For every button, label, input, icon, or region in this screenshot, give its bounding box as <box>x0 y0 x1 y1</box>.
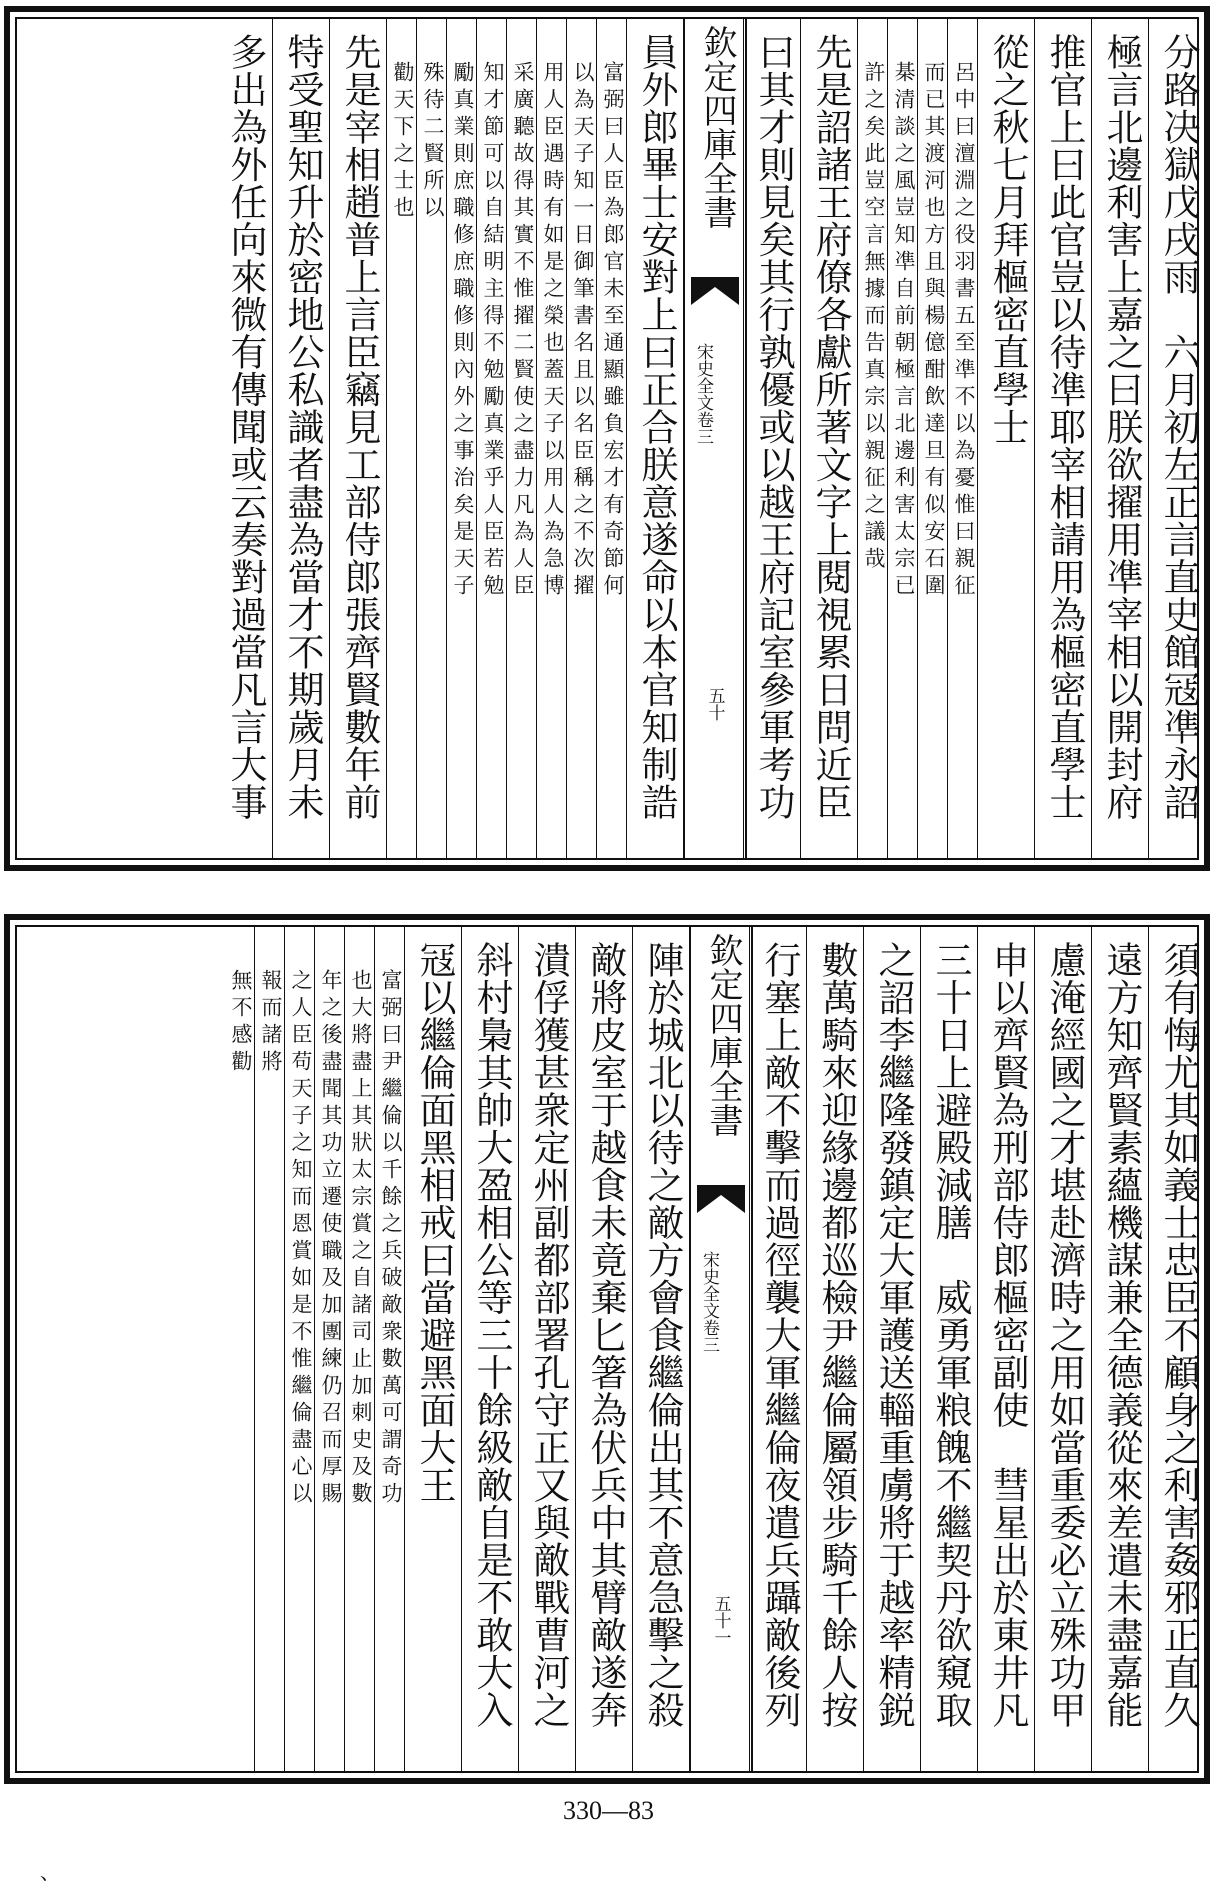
annotation-column: 棊清談之風豈知凖自前朝極言北邊利害太宗已 <box>892 61 916 601</box>
bottom-page-panel <box>4 914 1210 1784</box>
column-rule <box>1091 19 1092 858</box>
column-rule <box>596 19 597 858</box>
column-rule <box>272 19 273 858</box>
annotation-column: 殊待二賢所以 <box>421 61 445 223</box>
text-column: 曰其才則見矣其行孰優或以越王府記室參軍考功 <box>752 33 795 821</box>
column-rule <box>404 927 405 1771</box>
column-rule <box>1148 19 1149 858</box>
annotation-column: 富弼曰人臣為郎官未至通顯雖負宏才有奇節何 <box>601 61 625 601</box>
column-rule <box>887 19 888 858</box>
column-rule <box>863 927 864 1771</box>
library-title: 欽定四庫全書 <box>697 25 737 229</box>
text-column: 員外郎畢士安對上曰正合朕意遂命以本官知制誥 <box>635 33 678 821</box>
column-rule <box>977 927 978 1771</box>
annotation-column: 也大將盡上其狀太宗賞之自諸司止加刺史及數 <box>349 969 373 1509</box>
column-rule <box>254 927 255 1771</box>
annotation-column: 富弼曰尹繼倫以千餘之兵破敵衆數萬可謂奇功 <box>379 969 403 1509</box>
text-column: 行塞上敵不擊而過徑襲大軍繼倫夜遣兵躡敵後列 <box>758 941 801 1729</box>
column-rule <box>566 19 567 858</box>
column-rule <box>575 927 576 1771</box>
text-column: 之詔李繼隆發鎮定大軍護送輜重虜將于越率精鋭 <box>872 941 915 1729</box>
text-column: 申以齊賢為刑部侍郎樞密副使 彗星出於東井凡 <box>986 941 1029 1729</box>
page-number: 330—83 <box>563 1796 654 1825</box>
column-rule <box>1034 19 1035 858</box>
fish-tail-gutter <box>689 927 753 1771</box>
leaf-number: 五十一 <box>710 1595 731 1646</box>
annotation-column: 而已其渡河也方且與楊億酣飲達旦有似安石圍 <box>922 61 946 601</box>
text-column: 特受聖知升於密地公私識者盡為當才不期歲月未 <box>281 33 324 821</box>
fish-tail-mark-icon <box>691 277 739 305</box>
column-rule <box>386 19 387 858</box>
column-rule <box>743 19 744 858</box>
text-column: 分路决獄戊戌雨 六月初左正言直史館冦凖永詔 <box>1157 33 1200 821</box>
column-rule <box>800 19 801 858</box>
column-rule <box>626 19 627 858</box>
text-column: 數萬騎來迎緣邊都巡檢尹繼倫屬領步騎千餘人按 <box>815 941 858 1729</box>
column-rule <box>476 19 477 858</box>
annotation-column: 用人臣遇時有如是之榮也蓋天子以用人為急博 <box>541 61 565 601</box>
text-column: 慮淹經國之才堪赴濟時之用如當重委必立殊功甲 <box>1043 941 1086 1729</box>
fish-tail-gutter <box>683 19 747 858</box>
column-rule <box>1148 927 1149 1771</box>
annotation-column: 采廣聽故得其實不惟擢二賢使之盡力凡為人臣 <box>511 61 535 601</box>
annotation-column: 許之矣此豈空言無據而告真宗以親征之議哉 <box>862 61 886 574</box>
library-title: 欽定四庫全書 <box>703 933 743 1137</box>
text-column: 遠方知齊賢素蘊機謀兼全德義從來差遣未盡嘉能 <box>1100 941 1143 1729</box>
column-rule <box>284 927 285 1771</box>
column-rule <box>461 927 462 1771</box>
column-rule <box>632 927 633 1771</box>
column-rule <box>947 19 948 858</box>
text-column: 潰俘獲甚衆定州副都部署孔守正又與敵戰曹河之 <box>527 941 570 1729</box>
column-rule <box>857 19 858 858</box>
corner-mark: 、 <box>40 1860 60 1884</box>
column-rule <box>689 927 690 1771</box>
annotation-column: 年之後盡聞其功立遷使職及加團練仍召而厚賜 <box>319 969 343 1509</box>
column-rule <box>506 19 507 858</box>
text-column: 先是詔諸王府僚各獻所著文字上閱視累日問近臣 <box>809 33 852 821</box>
column-rule <box>1091 927 1092 1771</box>
text-column: 敵將皮室于越食未竟棄匕箸為伏兵中其臂敵遂奔 <box>584 941 627 1729</box>
annotation-column: 之人臣苟天子之知而恩賞如是不惟繼倫盡心以 <box>289 969 313 1509</box>
column-rule <box>536 19 537 858</box>
source-title: 宋史全文卷三 <box>699 1251 719 1353</box>
text-column: 須有悔尤其如義士忠臣不顧身之利害姦邪正直久 <box>1157 941 1200 1729</box>
text-column: 極言北邊利害上嘉之曰朕欲擢用凖宰相以開封府 <box>1100 33 1143 821</box>
top-page-panel <box>4 6 1210 871</box>
text-column: 三十日上避殿減膳 威勇軍粮餽不繼契丹欲窺取 <box>929 941 972 1729</box>
column-rule <box>416 19 417 858</box>
annotation-column: 勸天下之士也 <box>391 61 415 223</box>
column-rule <box>683 19 684 858</box>
fish-tail-mark-icon <box>697 1185 745 1213</box>
column-rule <box>977 19 978 858</box>
column-rule <box>374 927 375 1771</box>
annotation-column: 知才節可以自結明主得不勉勵真業乎人臣若勉 <box>481 61 505 601</box>
column-rule <box>446 19 447 858</box>
text-column: 冦以繼倫面黑相戒曰當避黑面大王 <box>413 941 456 1504</box>
annotation-column: 無不感勸 <box>229 969 253 1077</box>
text-column: 推官上曰此官豈以待凖耶宰相請用為樞密直學士 <box>1043 33 1086 821</box>
column-rule <box>917 19 918 858</box>
annotation-column: 勵真業則庶職修庶職修則內外之事治矣是天子 <box>451 61 475 601</box>
text-column: 斜村梟其帥大盈相公等三十餘級敵自是不敢大入 <box>470 941 513 1729</box>
text-column: 多出為外任向來微有傳聞或云奏對過當凡言大事 <box>224 33 267 821</box>
annotation-column: 呂中曰澶淵之役羽書五至凖不以為憂惟曰親征 <box>952 61 976 601</box>
bottom-page-frame <box>15 925 1199 1773</box>
column-rule <box>344 927 345 1771</box>
top-page-frame <box>15 17 1199 860</box>
source-title: 宋史全文卷三 <box>693 343 713 445</box>
column-rule <box>920 927 921 1771</box>
text-column: 先是宰相趙普上言臣竊見工部侍郎張齊賢數年前 <box>338 33 381 821</box>
column-rule <box>518 927 519 1771</box>
column-rule <box>749 927 750 1771</box>
leaf-number: 五十 <box>704 687 725 721</box>
text-column: 陣於城北以待之敵方會食繼倫出其不意急擊之殺 <box>641 941 684 1729</box>
column-rule <box>329 19 330 858</box>
column-rule <box>314 927 315 1771</box>
annotation-column: 報而諸將 <box>259 969 283 1077</box>
text-column: 從之秋七月拜樞密直學士 <box>986 33 1029 446</box>
annotation-column: 以為天子知一日御筆書名且以名臣稱之不次擢 <box>571 61 595 601</box>
column-rule <box>1034 927 1035 1771</box>
column-rule <box>806 927 807 1771</box>
